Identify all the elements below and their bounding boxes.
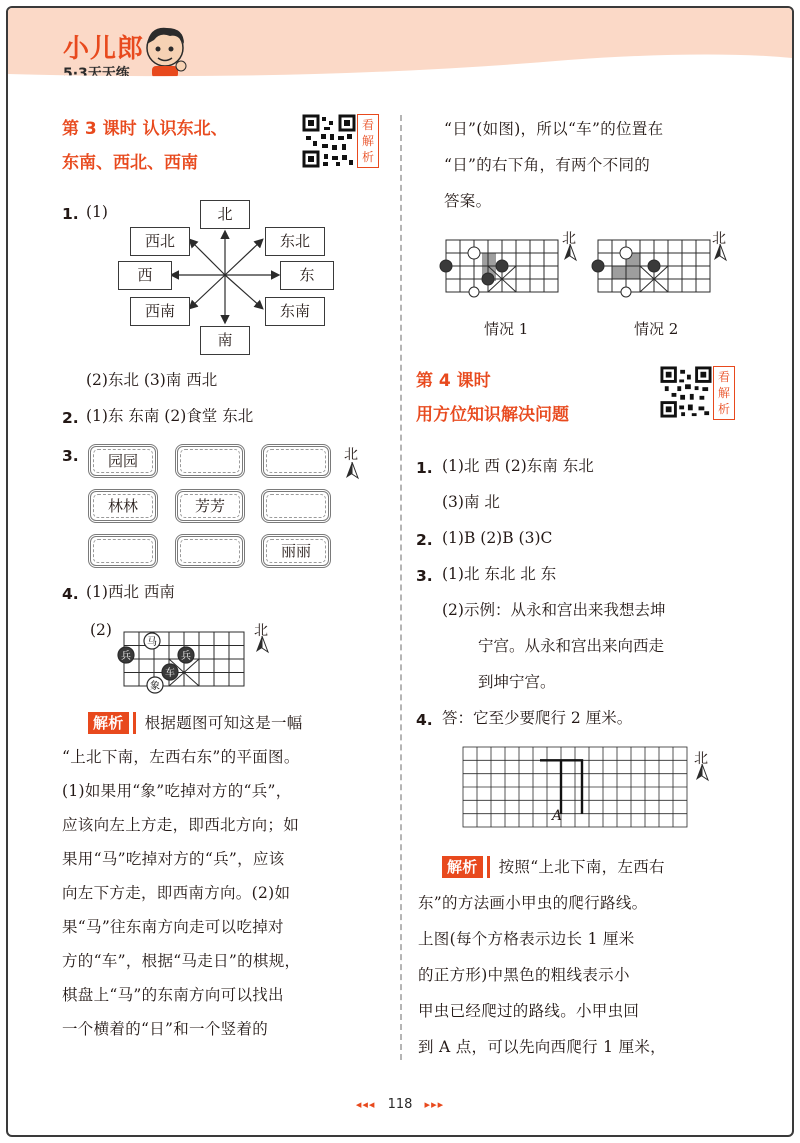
compass-northeast-box: 东北	[265, 227, 325, 256]
header-wave	[8, 8, 792, 82]
seat-box: 林林	[88, 489, 158, 523]
bing-text: 兵	[121, 651, 131, 662]
header-band	[8, 8, 792, 82]
lesson3-title-line1: 第 3 课时 认识东北、	[62, 119, 228, 139]
q4-part1: (1)西北 西南	[86, 583, 175, 601]
right-continued-line: “日”的右下角，有两个不同的	[444, 156, 651, 174]
lesson4-title-line2: 用方位知识解决问题	[416, 405, 569, 425]
che-text: 车	[165, 668, 175, 679]
lesson3-title-line2: 东南、西北、西南	[62, 153, 198, 173]
analysis-left-line: 应该向左上方走，即西北方向；如	[62, 816, 300, 834]
north-label: 北	[694, 751, 708, 767]
l4q4-text: 答：它至少要爬行 2 厘米。	[442, 709, 633, 727]
series-name: 5·3天天练	[63, 66, 130, 82]
case2-caption: 情况 2	[634, 320, 679, 338]
compass-southwest-box: 西南	[130, 297, 190, 326]
qr-tag-label[interactable]	[357, 114, 379, 168]
q4-part2: (2)	[90, 621, 112, 639]
q2-text: (1)东 东南 (2)食堂 东北	[86, 407, 254, 425]
seat-box: 园园	[88, 444, 158, 478]
chess-piece-ma-icon	[142, 631, 162, 651]
l4q2-number: 2.	[416, 531, 433, 549]
analysis-right-line: 东”的方法画小甲虫的爬行路线。	[418, 894, 648, 912]
north-label: 北	[562, 231, 576, 247]
seat-box	[261, 444, 331, 478]
compass-south-box: 南	[200, 326, 250, 355]
analysis-left-line: 果“马”往东南方向走可以吃掉对	[62, 918, 284, 936]
beetle-grid-diagram	[462, 746, 692, 830]
north-arrow-icon	[713, 244, 727, 262]
q3-number: 3.	[62, 447, 79, 465]
qr-tag-char: 解	[717, 386, 730, 400]
north-arrow-icon	[695, 764, 709, 782]
chess-piece-xiang-icon	[145, 675, 165, 695]
page-footer	[0, 1097, 800, 1112]
xiang-text: 象	[150, 681, 160, 692]
compass-north-box: 北	[200, 200, 250, 229]
analysis-left-line: 一个横着的“日”和一个竖着的	[62, 1020, 269, 1038]
l4q3-line2: (2)示例：从永和宫出来我想去坤	[442, 601, 666, 619]
case2-board-diagram	[590, 236, 716, 298]
analysis-tag: 解析	[88, 712, 133, 734]
point-a-label: A	[552, 808, 563, 824]
compass-northwest-box: 西北	[130, 227, 190, 256]
l4q1-number: 1.	[416, 459, 433, 477]
qr-code-icon[interactable]	[302, 114, 356, 168]
l4q1-line2: (3)南 北	[442, 493, 500, 511]
analysis-right-line: 到 A 点，可以先向西爬行 1 厘米，	[418, 1038, 666, 1056]
l4q2-text: (1)B (2)B (3)C	[442, 529, 553, 547]
analysis-right-line: 上图(每个方格表示边长 1 厘米	[418, 930, 635, 948]
north-label: 北	[712, 231, 726, 247]
chess-piece-bing-icon	[116, 645, 136, 665]
next-arrows-icon: ▸▸▸	[424, 1098, 445, 1111]
analysis-left-line: 方的“车”，根据“马走日”的棋规，	[62, 952, 301, 970]
column-divider	[400, 115, 402, 1060]
case1-caption: 情况 1	[484, 320, 529, 338]
analysis-tag: 解析	[442, 856, 487, 878]
l4q4-number: 4.	[416, 711, 433, 729]
ma-text: 马	[147, 637, 157, 648]
lesson4-title-line1: 第 4 课时	[416, 371, 491, 391]
analysis-left-line	[88, 706, 303, 740]
qr-tag-label[interactable]	[713, 366, 735, 420]
analysis-right-line: 甲虫已经爬过的路线。小甲虫回	[418, 1002, 640, 1020]
seat-box	[175, 534, 245, 568]
l4q3-line1: (1)北 东北 北 东	[442, 565, 557, 583]
seat-box: 丽丽	[261, 534, 331, 568]
qr-tag-char: 看	[361, 118, 374, 132]
analysis-left-line: (1)如果用“象”吃掉对方的“兵”，	[62, 782, 292, 800]
l4q3-line3: 宁宫。从永和宫出来向西走	[478, 637, 665, 655]
analysis-right-line	[442, 850, 665, 884]
q1-number: 1.	[62, 205, 79, 223]
compass-east-box: 东	[280, 261, 334, 290]
analysis-left-line: 棋盘上“马”的东南方向可以找出	[62, 986, 284, 1004]
case1-board-diagram	[438, 236, 564, 298]
north-arrow-icon	[345, 462, 359, 480]
bing-text: 兵	[181, 651, 191, 662]
seat-box	[175, 444, 245, 478]
qr-tag-char: 析	[361, 150, 374, 164]
north-arrow-icon	[255, 636, 269, 654]
seat-box	[261, 489, 331, 523]
q1-part1: (1)	[86, 203, 108, 221]
analysis-left-line: 向左下方走，即西南方向。(2)如	[62, 884, 291, 902]
qr-tag-char: 看	[717, 370, 730, 384]
l4q3-line4: 到坤宁宫。	[478, 673, 556, 691]
analysis-left-line: “上北下南，左西右东”的平面图。	[62, 748, 300, 766]
north-arrow-icon	[563, 244, 577, 262]
analysis-left-line: 果用“马”吃掉对方的“兵”，应该	[62, 850, 285, 868]
compass-southeast-box: 东南	[265, 297, 325, 326]
qr-tag-char: 析	[717, 402, 730, 416]
analysis-text: 按照“上北下南，左西右	[498, 858, 665, 876]
brand-logo: 小儿郎	[63, 34, 145, 64]
right-continued-line: “日”(如图)，所以“车”的位置在	[444, 120, 664, 138]
prev-arrows-icon: ◂◂◂	[355, 1098, 376, 1111]
north-label: 北	[254, 623, 268, 639]
seat-box	[88, 534, 158, 568]
q1-line2: (2)东北 (3)南 西北	[86, 371, 218, 389]
analysis-right-line: 的正方形)中黑色的粗线表示小	[418, 966, 630, 984]
l4q1-line1: (1)北 西 (2)东南 东北	[442, 457, 594, 475]
qr-tag-char: 解	[361, 134, 374, 148]
qr-code-icon[interactable]	[660, 366, 712, 418]
compass-west-box: 西	[118, 261, 172, 290]
page-number: 118	[387, 1097, 413, 1112]
seat-box: 芳芳	[175, 489, 245, 523]
q2-number: 2.	[62, 409, 79, 427]
north-label: 北	[344, 447, 358, 463]
l4q3-number: 3.	[416, 567, 433, 585]
q4-number: 4.	[62, 585, 79, 603]
right-continued-line: 答案。	[444, 192, 492, 210]
analysis-text: 根据题图可知这是一幅	[144, 714, 303, 732]
